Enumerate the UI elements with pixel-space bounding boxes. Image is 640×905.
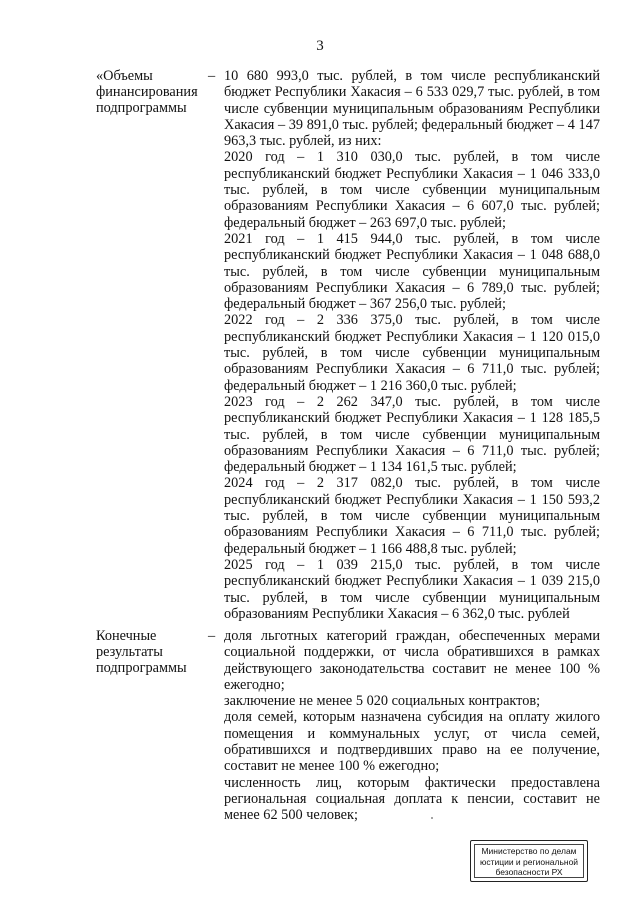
results-label: Конечные результаты подпрограммы [96, 628, 187, 676]
page-number: 3 [316, 38, 324, 54]
financing-total: 10 680 993,0 тыс. рублей, в том числе республиканский бюджет Республики Хакасия – 6 533 029,7 тыс. рублей, в том числе субвенции муниципальным образованиям Республики Хакасия – 39 891,0 тыс. рублей; федеральный бюджет – 4 147 963,3 тыс. рублей, из них: [224, 68, 600, 150]
result-item: численность лиц, которым фактически предоставлена региональная социальная доплата к пенсии, составит не менее 62 500 человек; [224, 774, 600, 824]
stamp-line: Министерство по делам [481, 846, 577, 856]
financing-label: «Объемы финансирования подпрограммы [96, 68, 198, 116]
financing-text [224, 68, 600, 622]
result-item: заключение не менее 5 020 социальных контрактов; [224, 693, 541, 710]
financing-year-2022: 2022 год – 2 336 375,0 тыс. рублей, в том числе республиканский бюджет Республики Хакасия – 1 120 015,0 тыс. рублей, в том числе субвенции муниципальным образованиям Республики Хакасия – 6 711,0 тыс. рублей; федеральный бюджет – 1 216 360,0 тыс. рублей; [224, 312, 600, 394]
stamp-text [474, 844, 584, 878]
financing-year-2025: 2025 год – 1 039 215,0 тыс. рублей, в том числе республиканский бюджет Республики Хакасия – 1 039 215,0 тыс. рублей, в том числе субвенции муниципальным образованиям Республики Хакасия – 6 362,0 тыс. рублей [224, 556, 600, 622]
result-item: доля семей, которым назначена субсидия на оплату жилого помещения и коммунальных услуг, от числа семей, обратившихся и подтвердивших право на ее получение, составит не менее 100 % ежегодно; [224, 709, 600, 775]
results-text [224, 628, 600, 824]
financing-year-2020: 2020 год – 1 310 030,0 тыс. рублей, в том числе республиканский бюджет Республики Хакасия – 1 046 333,0 тыс. рублей, в том числе субвенции муниципальным образованиям Республики Хакасия – 6 607,0 тыс. рублей; федеральный бюджет – 263 697,0 тыс. рублей; [224, 149, 600, 231]
financing-year-2024: 2024 год – 2 317 082,0 тыс. рублей, в том числе республиканский бюджет Республики Хакасия – 1 150 593,2 тыс. рублей, в том числе субвенции муниципальным образованиям Республики Хакасия – 6 711,0 тыс. рублей; федеральный бюджет – 1 166 488,8 тыс. рублей; [224, 475, 600, 557]
stamp-line: юстиции и региональной [479, 856, 579, 867]
scan-speck [431, 817, 433, 819]
results-dash: – [208, 628, 216, 644]
financing-year-2023: 2023 год – 2 262 347,0 тыс. рублей, в том числе республиканский бюджет Республики Хакасия – 1 128 185,5 тыс. рублей, в том числе субвенции муниципальным образованиям Республики Хакасия – 6 711,0 тыс. рублей; федеральный бюджет – 1 134 161,5 тыс. рублей; [224, 393, 600, 476]
result-item: доля льготных категорий граждан, обеспеченных мерами социальной поддержки, от числа обратившихся в рамках действующего законодательства составит не менее 100 % ежегодно; [224, 628, 600, 693]
ministry-stamp [470, 840, 588, 882]
stamp-line: безопасности РХ [495, 867, 563, 877]
financing-dash: – [208, 68, 216, 84]
financing-year-2021: 2021 год – 1 415 944,0 тыс. рублей, в том числе республиканский бюджет Республики Хакасия – 1 048 688,0 тыс. рублей, в том числе субвенции муниципальным образованиям Республики Хакасия – 6 789,0 тыс. рублей; федеральный бюджет – 367 256,0 тыс. рублей; [224, 230, 600, 313]
